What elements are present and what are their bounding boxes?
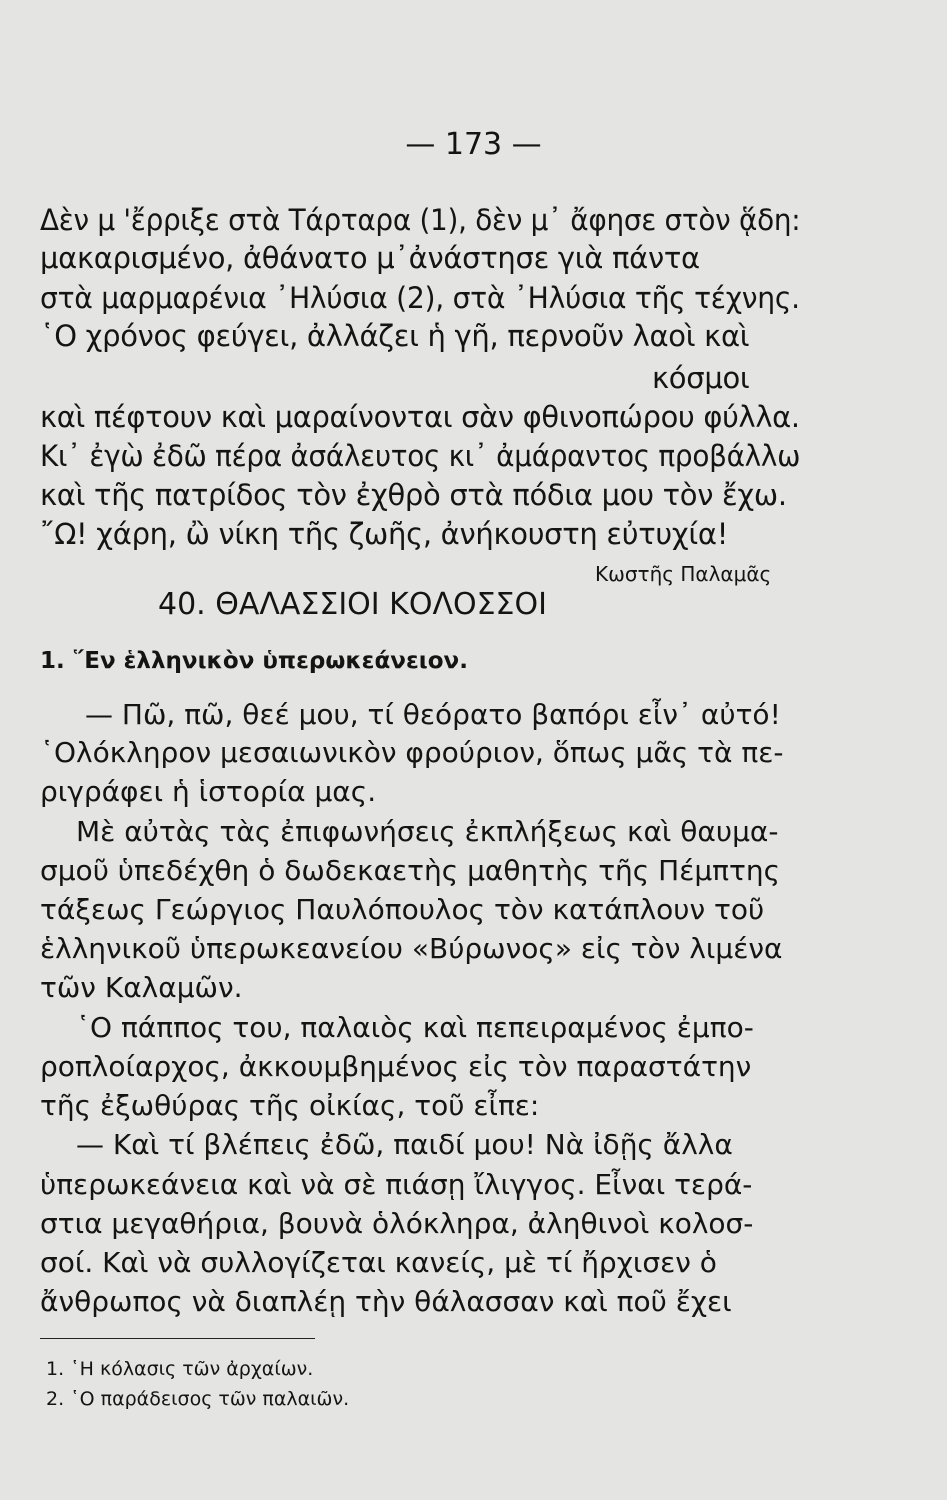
poem-line: ῾Ο χρόνος φεύγει, ἀλλάζει ἡ γῆ, περνοῦν λαοὶ καὶ [40, 319, 750, 353]
poem-line: Κι᾽ ἐγὼ ἐδῶ πέρα ἀσάλευτος κι᾽ ἀμάραντος προβάλλω [40, 439, 801, 473]
prose-line: Μὲ αὐτὰς τὰς ἐπιφωνήσεις ἐκπλήξεως καὶ θαυμα- [76, 815, 779, 848]
poem-line: ῎Ω! χάρη, ὢ νίκη τῆς ζωῆς, ἀνήκουστη εὐτυχία! [40, 517, 729, 551]
poem-line: καὶ πέφτουν καὶ μαραίνονται σὰν φθινοπώρου φύλλα. [40, 400, 800, 434]
prose-line: τῶν Καλαμῶν. [40, 971, 243, 1004]
prose-line: ῾Ολόκληρον μεσαιωνικὸν φρούριον, ὅπως μᾶς τὰ πε- [40, 736, 784, 769]
prose-line: ριγράφει ἡ ἱστορία μας. [40, 775, 377, 808]
prose-line: — Καὶ τί βλέπεις ἐδῶ, παιδί μου! Νὰ ἰδῇς ἄλλα [76, 1128, 733, 1161]
poem-line: Δὲν μ 'ἔρριξε στὰ Τάρταρα (1), δὲν μ᾽ ἄφησε στὸν ᾅδη: [40, 203, 801, 237]
poem-line: μακαρισμένο, ἀθάνατο μ᾽ἀνάστησε γιὰ πάντα [40, 241, 700, 275]
prose-line: ῾Ο πάππος του, παλαιὸς καὶ πεπειραμένος ἐμπο- [76, 1011, 754, 1044]
poem-line-continuation: κόσμοι [652, 361, 750, 395]
prose-line: σμοῦ ὑπεδέχθη ὁ δωδεκαετὴς μαθητὴς τῆς Πέμπτης [40, 854, 781, 887]
prose-line: τάξεως Γεώργιος Παυλόπουλος τὸν κατάπλουν τοῦ [40, 893, 765, 926]
poem-line: καὶ τῆς πατρίδος τὸν ἐχθρὸ στὰ πόδια μου τὸν ἔχω. [40, 478, 787, 512]
prose-line: ἄνθρωπος νὰ διαπλέῃ τὴν θάλασσαν καὶ ποῦ ἔχει [40, 1285, 732, 1318]
prose-line: σοί. Καὶ νὰ συλλογίζεται κανείς, μὲ τί ἤρχισεν ὁ [40, 1246, 717, 1279]
chapter-title: 40. ΘΑΛΑΣΣΙΟΙ ΚΟΛΟΣΣΟΙ [158, 587, 547, 622]
prose-line: τῆς ἐξωθύρας τῆς οἰκίας, τοῦ εἶπε: [40, 1089, 540, 1122]
footnote: 2. ῾Ο παράδεισος τῶν παλαιῶν. [46, 1388, 350, 1410]
poem-line: στὰ μαρμαρένια ᾽Ηλύσια (2), στὰ ᾽Ηλύσια τῆς τέχνης. [40, 281, 800, 315]
prose-line: στια μεγαθήρια, βουνὰ ὁλόκληρα, ἀληθινοὶ κολοσ- [40, 1207, 754, 1240]
section-heading: 1. ῞Εν ἑλληνικὸν ὑπερωκεάνειον. [40, 648, 468, 674]
page-number: — 173 — [405, 127, 542, 162]
prose-line: ἑλληνικοῦ ὑπερωκεανείου «Βύρωνος» εἰς τὸν λιμένα [40, 932, 783, 965]
footnote-divider [40, 1338, 315, 1339]
footnote: 1. ῾Η κόλασις τῶν ἀρχαίων. [46, 1358, 314, 1380]
prose-line: — Πῶ, πῶ, θεέ μου, τί θεόρατο βαπόρι εἶν᾽ αὐτό! [85, 698, 781, 731]
poem-author: Κωστῆς Παλαμᾶς [595, 562, 772, 586]
prose-line: ὑπερωκεάνεια καὶ νὰ σὲ πιάσῃ ἴλιγγος. Εἶναι τερά- [40, 1168, 753, 1201]
prose-line: ροπλοίαρχος, ἀκκουμβημένος εἰς τὸν παραστάτην [40, 1050, 752, 1083]
